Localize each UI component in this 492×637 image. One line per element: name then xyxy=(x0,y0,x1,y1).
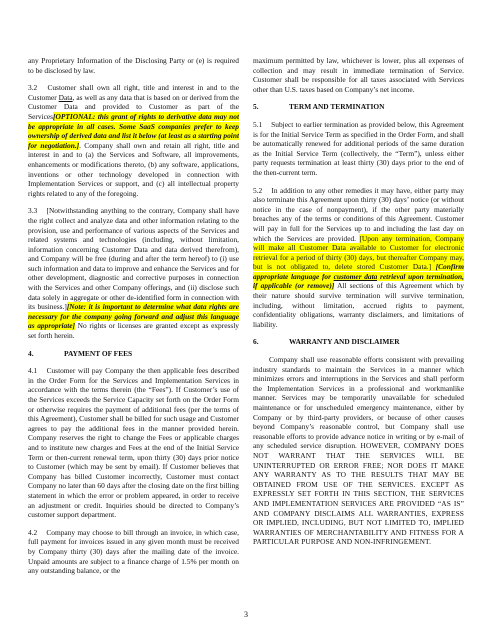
section-text: Company may choose to bill through an invoice, in which case, full payment for invoices issued in any given month must be received by Company thirty (30) days after the mailing date of the invoice. Unpaid amounts are subject to a finance charge of 1.5% per month on any outstanding balance, or the xyxy=(28,527,239,576)
right-column xyxy=(253,56,464,582)
section-text: In addition to any other remedies it may have, either party may also terminate this Agreement upon thirty (30) days’ notice (or without notice in the case of nonpayment), if the other party materially breaches any of the terms or conditions of this Agreement. Customer will pay in full for the Services up to and including the last day on which the Services are provided. xyxy=(253,185,464,243)
two-column-body xyxy=(28,56,464,582)
customer-data-link[interactable]: Data xyxy=(58,92,73,102)
section-6 xyxy=(253,355,464,547)
section-5-2 xyxy=(253,186,464,330)
highlighted-note-underlined: customer data xyxy=(333,271,378,281)
section-text: No rights or licenses are granted except as expressly set forth herein. xyxy=(28,321,239,341)
section-5-1 xyxy=(253,120,464,178)
left-column xyxy=(28,56,239,582)
section-number: 4.1 xyxy=(28,366,38,376)
highlighted-note: retrieval upon termination, if applicable (or remove)] xyxy=(253,271,464,291)
heading-warranty-and-disclaimer xyxy=(253,337,464,347)
section-text: [Notwithstanding anything to the contrary, Company shall have the right collect and analyze data and other information relating to the provision, use and performance of various aspects of the Services and related systems and technologies (including, without limitation, information concerning Customer Data and data derived therefrom), and Company will be free (during and after the term hereof) to (i) use such information and data to improve and enhance the Services and for other development, diagnostic and corrective purposes in connection with the Services and other Company offerings, and (ii) disclose such data solely in aggregate or other de-identified form in connection with its business.] xyxy=(28,206,239,312)
section-number: 3.2 xyxy=(28,83,38,93)
paragraph-continued: maximum permitted by law, whichever is lower, plus all expenses of collection and may result in immediate termination of Service. Customer shall be responsible for all taxes associated with Services other than U.S. taxes based on Company’s net income. xyxy=(253,56,464,94)
highlighted-note: [Note: it is important to determine what data rights are necessary for the company going forward and adjust this language as appropriate] xyxy=(28,302,240,331)
section-3-2 xyxy=(28,83,239,198)
highlighted-clause: [Upon any termination, Company will make all Customer Data available to Customer for electronic retrieval for a period of thirty (30) days, but thereafter Company may, but is not obligated to, delete stored Customer Data.] xyxy=(253,233,464,272)
section-text: Customer shall own all right, title and interest in and to the Customer xyxy=(28,83,239,102)
highlighted-note: [Confirm appropriate language for xyxy=(253,262,465,281)
paragraph-continued: any Proprietary Information of the Disclosing Party or (e) is required to be disclosed by law. xyxy=(28,56,239,75)
section-number: 4.2 xyxy=(28,527,38,537)
section-number: 5.2 xyxy=(253,185,263,195)
section-3-3 xyxy=(28,206,239,340)
section-text: . Company shall own and retain all right, title and interest in and to (a) the Services and Software, all improvements, enhancements or modifications thereto, (b) any software, applications, inventions or other technology developed in connection with Implementation Services or support, and (c) all intellectual property rights related to any of the foregoing. xyxy=(28,140,239,198)
heading-number: 5. xyxy=(253,102,259,112)
heading-term-and-termination xyxy=(253,102,464,112)
disclaimer-caps: HOWEVER, COMPANY DOES NOT WARRANT THAT THE SERVICES WILL BE UNINTERRUPTED OR ERROR FREE; NOR DOES IT MAKE ANY WARRANTY AS TO THE RESULTS THAT MAY BE OBTAINED FROM USE OF THE SERVICES. EXCEPT AS EXPRESSLY SET FORTH IN THIS SECTION, THE SERVICES AND IMPLEMENTATION SERVICES ARE PROVIDED “AS IS” AND COMPANY DISCLAIMS ALL WARRANTIES, EXPRESS OR IMPLIED, INCLUDING, BUT NOT LIMITED TO, IMPLIED WARRANTIES OF MERCHANTABILITY AND FITNESS FOR A PARTICULAR PURPOSE AND NON-INFRINGEMENT. xyxy=(253,441,464,547)
heading-title: TERM AND TERMINATION xyxy=(289,102,385,112)
highlighted-note: [OPTIONAL: this grant of rights to derivative data may not be appropriate in all cases. Some SaaS companies prefer to keep ownership of derived data and list it below (at least as a starting point for negotiation.] xyxy=(28,111,239,150)
heading-number: 4. xyxy=(28,348,34,358)
section-number: 5.1 xyxy=(253,119,263,129)
section-text: Company shall use reasonable efforts consistent with prevailing industry standards to maintain the Services in a manner which minimizes errors and interruptions in the Services and shall perform the Implementation Services in a professional and workmanlike manner. Services may be temporarily unavailable for scheduled maintenance or for unscheduled emergency maintenance, either by Company or by third-party providers, or because of other causes beyond Company’s reasonable control, but Company shall use reasonable efforts to provide advance notice in writing or by e-mail of any scheduled service disruption. xyxy=(253,355,464,451)
heading-title: PAYMENT OF FEES xyxy=(64,348,133,358)
page-number: 3 xyxy=(244,610,248,619)
section-text: Customer will pay Company the then applicable fees described in the Order Form for the Services and Implementation Services in accordance with the terms therein (the “Fees”). If Customer’s use of the Services exceeds the Service Capacity set forth on the Order Form or otherwise requires the payment of additional fees (per the terms of this Agreement), Customer shall be billed for such usage and Customer agrees to pay the additional fees in the manner provided herein. Company reserves the right to change the Fees or applicable charges and to institute new charges and Fees at the end of the Initial Service Term or then-current renewal term, upon thirty (30) days prior notice to Customer (which may be sent by email). If Customer believes that Company has billed Customer incorrectly, Customer must contact Company no later than 60 days after the closing date on the first billing statement in which the error or problem appeared, in order to receive an adjustment or credit. Inquiries should be directed to Company’s customer support department. xyxy=(28,366,239,520)
section-text: Subject to earlier termination as provided below, this Agreement is for the Initial Service Term as specified in the Order Form, and shall be automatically renewed for additional periods of the same duration as the Initial Service Term (collectively, the “Term”), unless either party requests termination at least thirty (30) days prior to the end of the then-current term. xyxy=(253,119,464,177)
heading-payment-of-fees xyxy=(28,349,239,359)
heading-title: WARRANTY AND DISCLAIMER xyxy=(289,337,400,347)
heading-number: 6. xyxy=(253,337,259,347)
section-4-2 xyxy=(28,528,239,576)
section-number: 3.3 xyxy=(28,206,38,216)
section-4-1 xyxy=(28,366,239,520)
section-text: All sections of this Agreement which by their nature should survive termination will survive termination, including, without limitation, accrued rights to payment, confidentiality obligations, warranty disclaimers, and limitations of liability. xyxy=(253,281,464,329)
section-text: , as well as any data that is based on or derived from the Customer Data and provided to Customer as part of the Services xyxy=(28,92,240,121)
